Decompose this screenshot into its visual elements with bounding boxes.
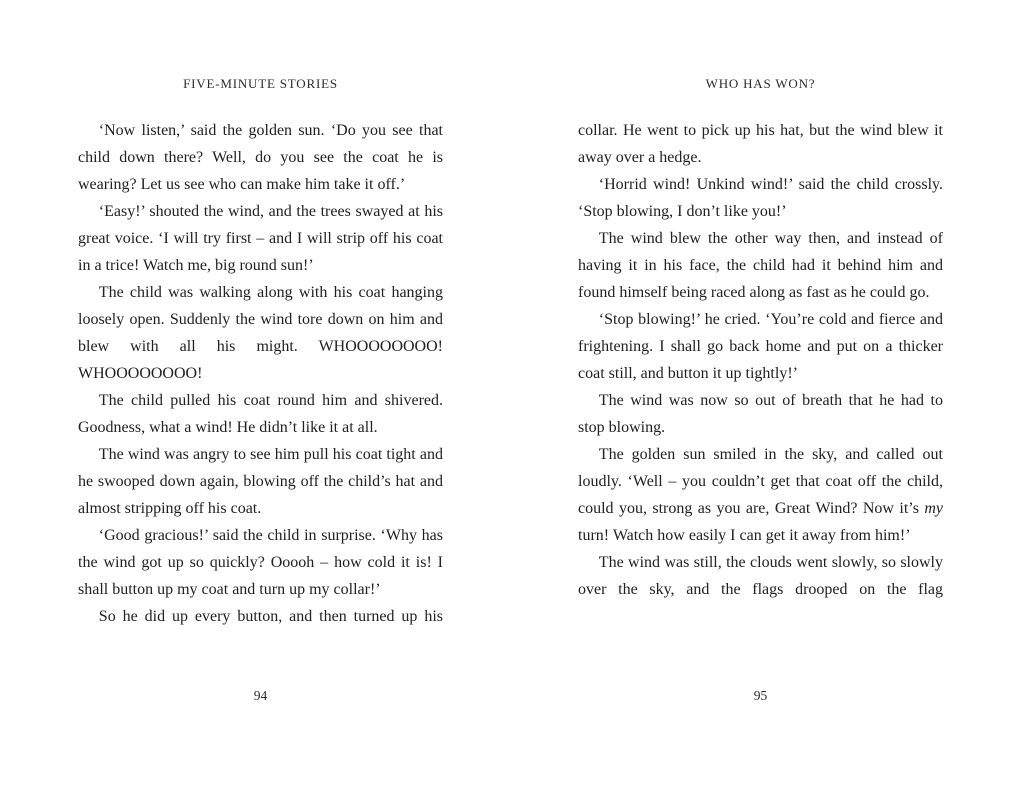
text-run: The wind was angry to see him pull his coat tight and he swooped down again, blowing off the child’s hat and almost stripping off his coat.: [78, 446, 443, 517]
paragraph: [78, 198, 443, 279]
paragraph: [78, 117, 443, 198]
text-run: So he did up every button, and then turned up his: [98, 608, 443, 625]
italic-text-run: my: [924, 500, 943, 517]
paragraph: [578, 171, 943, 225]
paragraph: [578, 306, 943, 387]
text-run: ‘Stop blowing!’ he cried. ‘You’re cold and fierce and frightening. I shall go back home and put on a thicker coat still, and button it up tightly!’: [578, 311, 943, 382]
paragraph: [578, 549, 943, 603]
running-header-left: FIVE-MINUTE STORIES: [183, 76, 338, 91]
page-number-left: 94: [253, 688, 268, 703]
paragraph: [578, 387, 943, 441]
text-run: collar. He went to pick up his hat, but the wind blew it away over a hedge.: [578, 122, 943, 166]
paragraph: [578, 117, 943, 171]
text-run: ‘Horrid wind! Unkind wind!’ said the child crossly. ‘Stop blowing, I don’t like you!’: [578, 176, 943, 220]
text-run: The wind blew the other way then, and instead of having it in his face, the child had it behind him and found himself being raced along as fast as he could go.: [578, 230, 943, 301]
text-run: turn! Watch how easily I can get it away from him!’: [578, 527, 911, 544]
paragraph: [78, 441, 443, 522]
paragraph: [578, 441, 943, 549]
paragraph: [578, 225, 943, 306]
text-run: The wind was still, the clouds went slowly, so slowly over the sky, and the flags drooped on the flag: [578, 554, 943, 598]
text-run: ‘Good gracious!’ said the child in surprise. ‘Why has the wind got up so quickly? Ooooh – how cold it is! I shall button up my coat and turn up my collar!’: [78, 527, 443, 598]
page-text-right: [578, 117, 943, 603]
text-run: The child was walking along with his coat hanging loosely open. Suddenly the wind tore down on him and blew with all his might. WHOOOOOOOO! WHOOOOOOOO!: [78, 284, 443, 382]
page-left: [78, 0, 443, 788]
paragraph: [78, 279, 443, 387]
page-number-right: 95: [753, 688, 768, 703]
text-run: The wind was now so out of breath that he had to stop blowing.: [578, 392, 943, 436]
page-right: [578, 0, 943, 788]
text-run: The golden sun smiled in the sky, and called out loudly. ‘Well – you couldn’t get that coat off the child, could you, strong as you are, Great Wind? Now it’s: [578, 446, 943, 517]
running-header-right: WHO HAS WON?: [705, 76, 816, 91]
text-run: The child pulled his coat round him and shivered. Goodness, what a wind! He didn’t like it at all.: [78, 392, 443, 436]
page-text-left: [78, 117, 443, 630]
paragraph: [78, 522, 443, 603]
paragraph: [78, 603, 443, 630]
paragraph: [78, 387, 443, 441]
text-run: ‘Easy!’ shouted the wind, and the trees swayed at his great voice. ‘I will try first – and I will strip off his coat in a trice! Watch me, big round sun!’: [78, 203, 443, 274]
text-run: ‘Now listen,’ said the golden sun. ‘Do you see that child down there? Well, do you see the coat he is wearing? Let us see who can make him take it off.’: [78, 122, 443, 193]
